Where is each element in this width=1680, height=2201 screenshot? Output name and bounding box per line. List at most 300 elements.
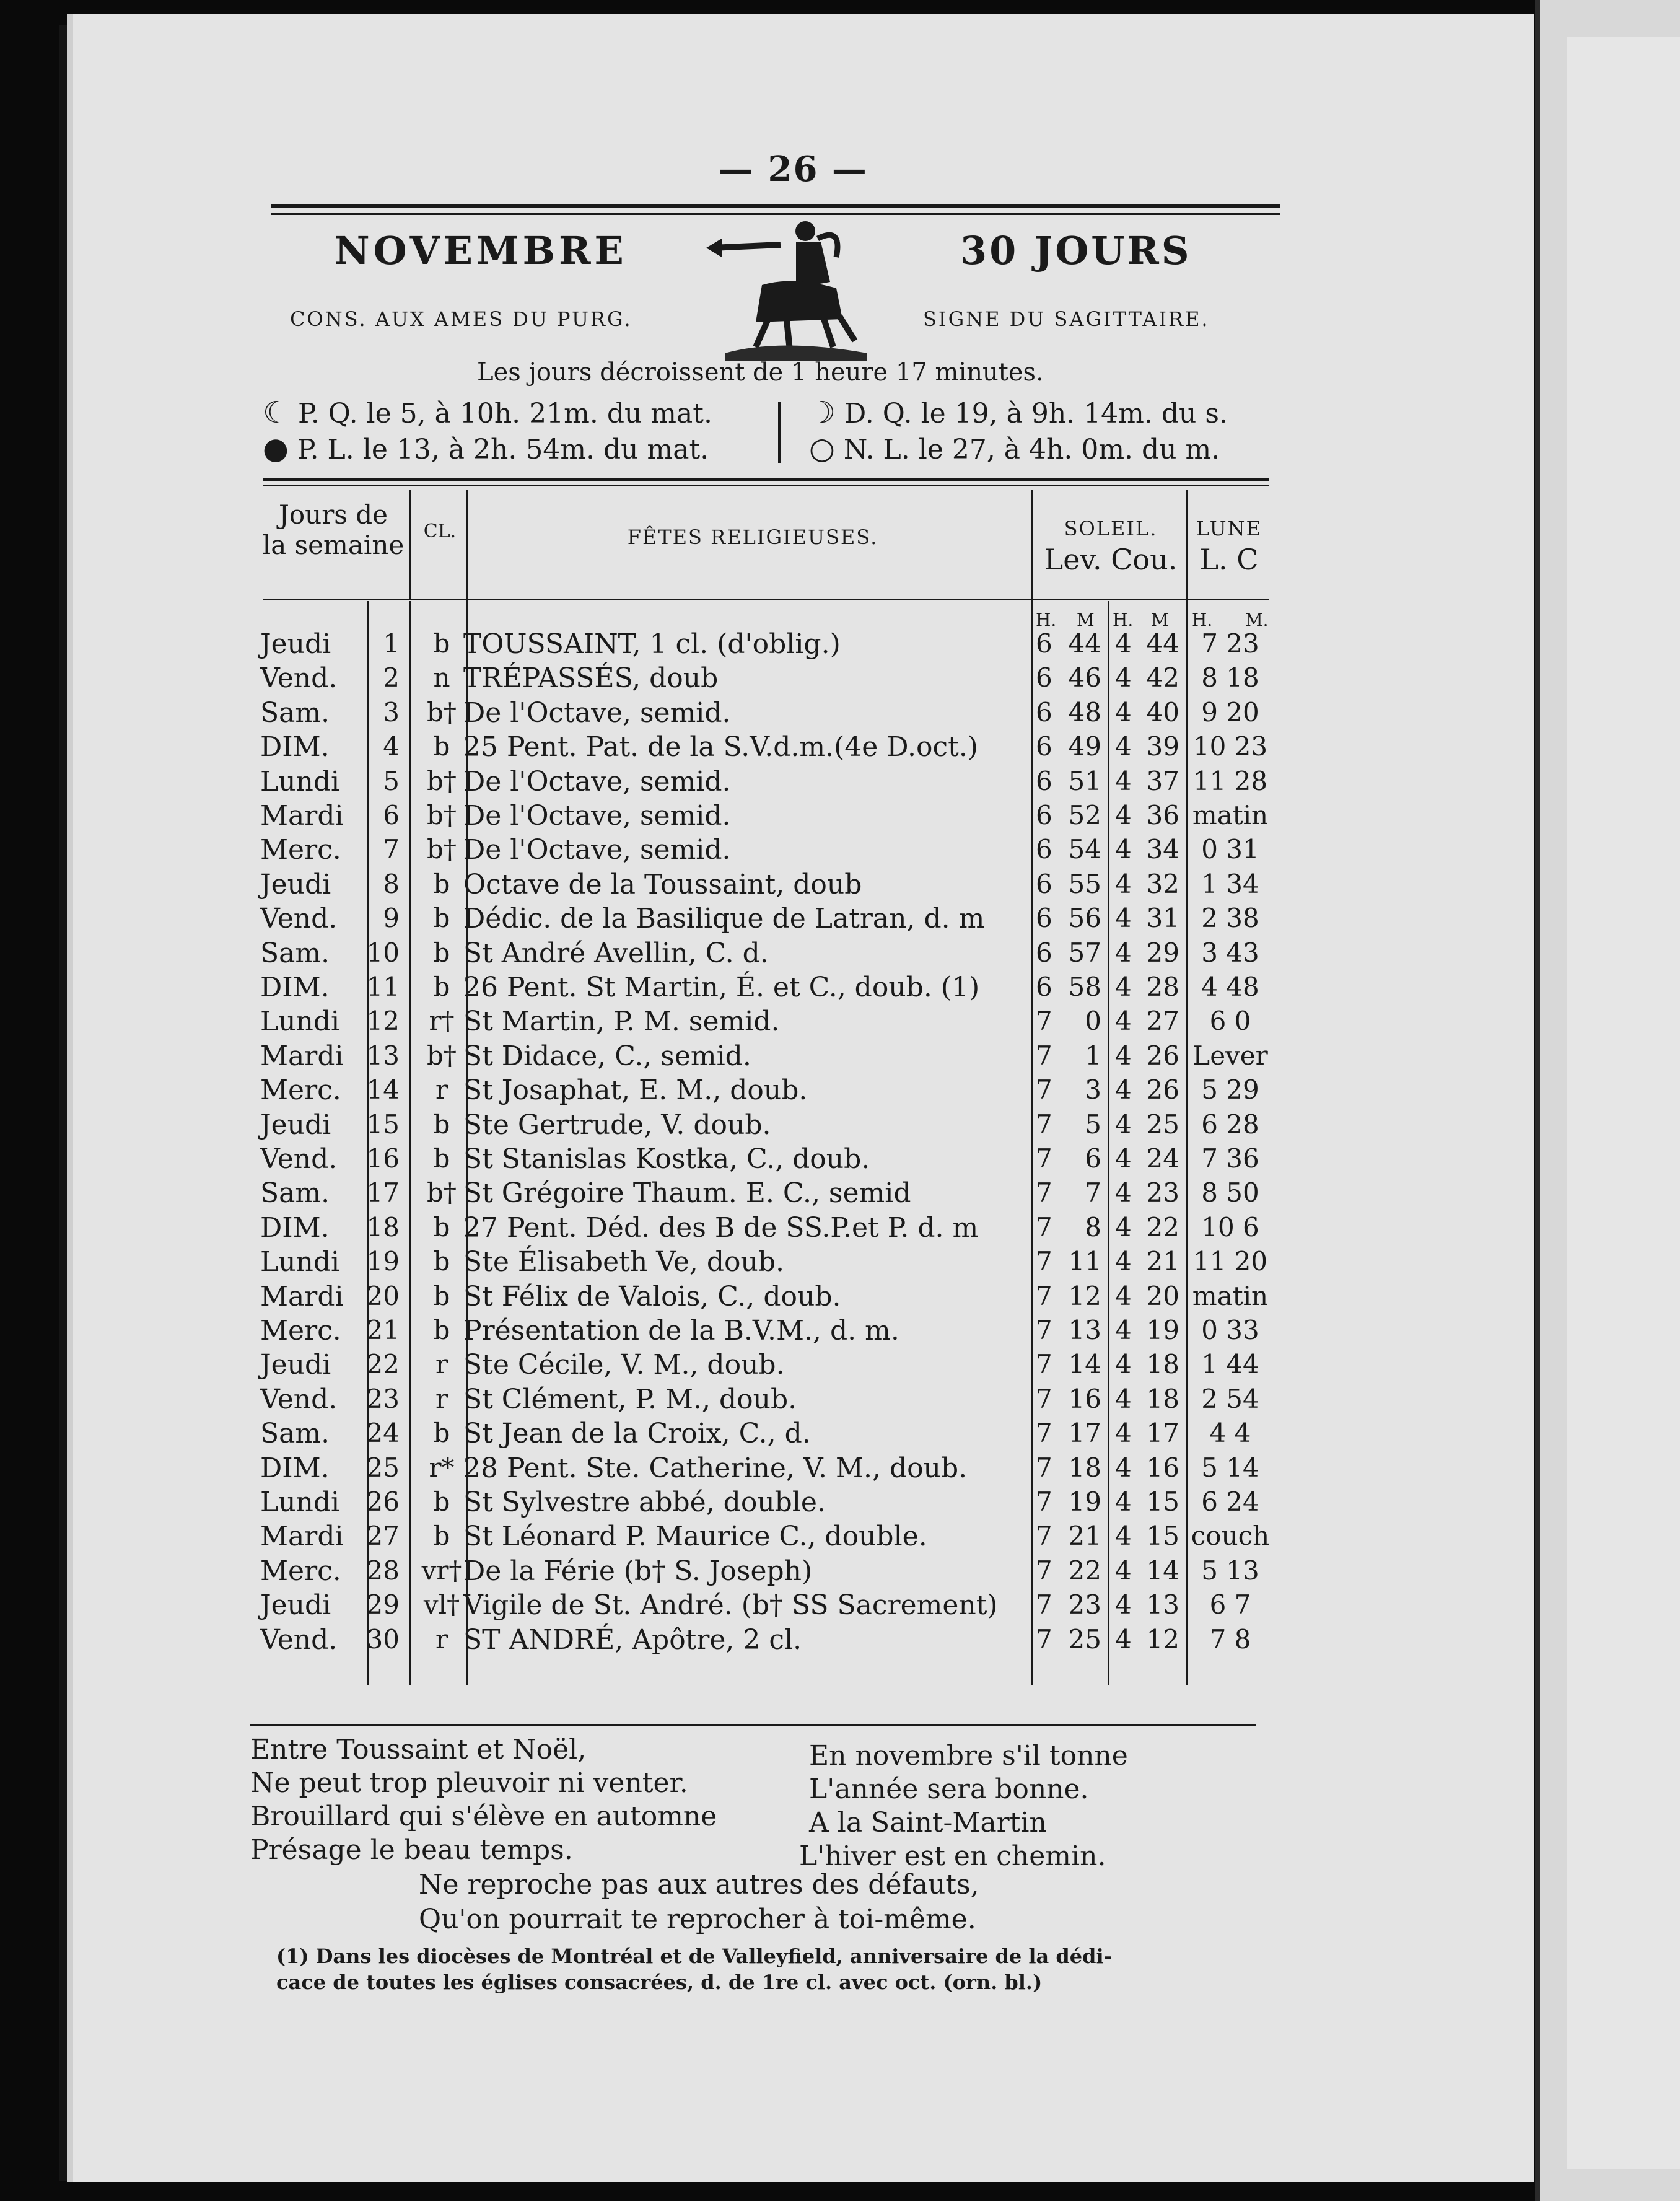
sunrise-hour: 7 (1036, 1315, 1052, 1345)
day-number: 8 (383, 869, 400, 899)
zodiac-sign: SIGNE DU SAGITTAIRE. (923, 307, 1210, 331)
day-number: 11 (366, 972, 400, 1002)
liturgical-class: b (433, 869, 450, 899)
col-rule-sun-mid (1108, 601, 1109, 1685)
footnote-line-1: (1) Dans les diocèses de Montréal et de Valleyfield, anniversaire de la dédi- (276, 1944, 1112, 1968)
sunrise-hour: 7 (1036, 1143, 1052, 1174)
moon-time: 7 23 (1201, 628, 1259, 659)
liturgical-class: b† (427, 1040, 457, 1071)
sunset-hour: 4 (1115, 869, 1132, 899)
poem-right-line-4: L'hiver est en chemin. (799, 1840, 1106, 1872)
feast-name: St Sylvestre abbé, double. (463, 1487, 826, 1518)
day-number: 4 (383, 731, 400, 762)
day-number: 24 (366, 1418, 400, 1448)
sunrise-hour: 6 (1036, 800, 1052, 830)
sunrise-minute: 58 (1068, 972, 1101, 1002)
adjacent-page-sheet (1567, 37, 1680, 2169)
sunrise-minute: 56 (1068, 903, 1101, 933)
sunset-hour: 4 (1115, 972, 1132, 1002)
sunrise-minute: 46 (1068, 662, 1101, 693)
weekday: Merc. (260, 1074, 341, 1106)
liturgical-class: b† (427, 766, 457, 796)
sunset-minute: 40 (1146, 697, 1179, 727)
sunset-minute: 42 (1146, 662, 1179, 693)
liturgical-class: b (433, 731, 450, 762)
day-number: 1 (383, 628, 400, 659)
day-number: 6 (383, 800, 400, 830)
liturgical-class: b (433, 938, 450, 968)
sunrise-hour: 6 (1036, 903, 1052, 933)
sunset-hour: 4 (1115, 1315, 1132, 1345)
col-header-sun: SOLEIL. (1064, 517, 1158, 540)
weekday: Jeudi (260, 869, 331, 900)
moon-time: 0 33 (1201, 1315, 1259, 1345)
moon-time: 9 20 (1201, 697, 1259, 727)
feast-name: De l'Octave, semid. (463, 834, 731, 866)
moon-time: 6 0 (1209, 1006, 1251, 1036)
sunset-minute: 16 (1146, 1452, 1179, 1483)
month-title: NOVEMBRE (335, 228, 628, 273)
col-header-sun-sub: Lev. Cou. (1044, 543, 1178, 576)
moon-time: 4 4 (1209, 1418, 1251, 1448)
sunrise-minute: 0 (1085, 1006, 1101, 1036)
liturgical-class: n (433, 662, 450, 693)
sunrise-hour: 7 (1036, 1006, 1052, 1036)
first-quarter-moon-icon: ☾ (263, 395, 290, 430)
sunset-hour: 4 (1115, 697, 1132, 727)
weekday: Sam. (260, 1177, 330, 1209)
sunset-hour: 4 (1115, 1487, 1132, 1517)
weekday: Lundi (260, 1246, 340, 1278)
feast-name: St Jean de la Croix, C., d. (463, 1418, 811, 1449)
sunrise-minute: 25 (1068, 1624, 1101, 1654)
sunrise-minute: 55 (1068, 869, 1101, 899)
poem-left-line-1: Entre Toussaint et Noël, (250, 1734, 587, 1765)
sunset-minute: 27 (1146, 1006, 1179, 1036)
liturgical-class: b (433, 1143, 450, 1174)
weekday: Jeudi (260, 1349, 331, 1381)
sunset-minute: 12 (1146, 1624, 1179, 1654)
sunset-hour: 4 (1115, 1452, 1132, 1483)
sunset-minute: 18 (1146, 1349, 1179, 1379)
sunrise-minute: 5 (1085, 1109, 1101, 1140)
day-number: 5 (383, 766, 400, 796)
moon-time: 11 28 (1192, 766, 1268, 796)
weekday: Merc. (260, 1315, 341, 1347)
sunset-hour: 4 (1115, 1143, 1132, 1174)
weekday: Lundi (260, 1006, 340, 1037)
sunrise-hour: 6 (1036, 766, 1052, 796)
sunset-hour: 4 (1115, 731, 1132, 762)
table-bottom-rule (250, 1724, 1256, 1726)
day-number: 12 (366, 1006, 400, 1036)
phase-new-moon: ○ N. L. le 27, à 4h. 0m. du m. (809, 431, 1220, 466)
col-header-fetes: FÊTES RELIGIEUSES. (627, 525, 878, 549)
sunrise-minute: 17 (1068, 1418, 1101, 1448)
feast-name: TRÉPASSÉS, doub (463, 662, 719, 694)
sunrise-minute: 12 (1068, 1281, 1101, 1311)
sunset-minute: 29 (1146, 938, 1179, 968)
feast-name: De la Férie (b† S. Joseph) (463, 1555, 813, 1587)
sunset-minute: 22 (1146, 1212, 1179, 1242)
sunrise-hour: 7 (1036, 1589, 1052, 1620)
feast-name: De l'Octave, semid. (463, 766, 731, 797)
liturgical-class: r (435, 1074, 448, 1105)
sunrise-hour: 7 (1036, 1521, 1052, 1551)
weekday: Vend. (260, 1143, 338, 1175)
sunrise-minute: 19 (1068, 1487, 1101, 1517)
liturgical-class: b† (427, 697, 457, 727)
liturgical-class: b (433, 1212, 450, 1242)
sunrise-hour: 6 (1036, 972, 1052, 1002)
feast-name: St Stanislas Kostka, C., doub. (463, 1143, 870, 1175)
sunrise-hour: 7 (1036, 1177, 1052, 1208)
moon-time: 2 54 (1201, 1384, 1259, 1414)
liturgical-class: b† (427, 1177, 457, 1208)
feast-name: De l'Octave, semid. (463, 697, 731, 729)
day-number: 20 (366, 1281, 400, 1311)
weekday: Jeudi (260, 1589, 331, 1621)
day-number: 9 (383, 903, 400, 933)
sunset-minute: 32 (1146, 869, 1179, 899)
moon-time: 10 23 (1192, 731, 1268, 762)
moon-time: matin (1192, 1281, 1269, 1311)
moon-time: matin (1192, 800, 1269, 830)
day-number: 2 (383, 662, 400, 693)
sunrise-hour: 7 (1036, 1624, 1052, 1654)
sunset-hour: 4 (1115, 1589, 1132, 1620)
sunset-minute: 19 (1146, 1315, 1179, 1345)
col-header-moon-sub: L. C (1199, 543, 1259, 576)
sunrise-hour: 6 (1036, 697, 1052, 727)
day-number: 22 (366, 1349, 400, 1379)
sunset-minute: 15 (1146, 1521, 1179, 1551)
sunset-minute: 37 (1146, 766, 1179, 796)
feast-name: De l'Octave, semid. (463, 800, 731, 832)
footnote-line-2: cace de toutes les églises consacrées, d. de 1re cl. avec oct. (orn. bl.) (276, 1970, 1043, 1994)
feast-name: TOUSSAINT, 1 cl. (d'oblig.) (463, 628, 841, 660)
liturgical-class: vl† (423, 1589, 460, 1620)
moon-time: 7 36 (1201, 1143, 1259, 1174)
sunrise-minute: 51 (1068, 766, 1101, 796)
sunset-hour: 4 (1115, 1040, 1132, 1071)
sunrise-minute: 7 (1085, 1177, 1101, 1208)
liturgical-class: r (435, 1349, 448, 1379)
sunrise-minute: 8 (1085, 1212, 1101, 1242)
sunset-minute: 13 (1146, 1589, 1179, 1620)
sunset-hour: 4 (1115, 1281, 1132, 1311)
day-number: 30 (366, 1624, 400, 1654)
feast-name: 25 Pent. Pat. de la S.V.d.m.(4e D.oct.) (463, 731, 978, 763)
liturgical-class: b (433, 1521, 450, 1551)
feast-name: Ste Élisabeth Ve, doub. (463, 1246, 785, 1278)
sunset-hour: 4 (1115, 1418, 1132, 1448)
moon-time: 1 34 (1201, 869, 1259, 899)
sunrise-hour: 7 (1036, 1384, 1052, 1414)
liturgical-class: b (433, 1418, 450, 1448)
day-number: 25 (366, 1452, 400, 1483)
sunset-minute: 17 (1146, 1418, 1179, 1448)
moon-time: 7 8 (1209, 1624, 1251, 1654)
moon-time: 5 29 (1201, 1074, 1259, 1105)
sunset-minute: 23 (1146, 1177, 1179, 1208)
moon-time: 8 50 (1201, 1177, 1259, 1208)
liturgical-class: b (433, 1109, 450, 1140)
moon-time: 3 43 (1201, 938, 1259, 968)
col-rule-fetes (1031, 490, 1033, 1685)
sunrise-hour: 6 (1036, 731, 1052, 762)
days-count: 30 JOURS (960, 228, 1192, 273)
sunrise-minute: 48 (1068, 697, 1101, 727)
col-rule-days-header (409, 490, 411, 599)
feast-name: 26 Pent. St Martin, É. et C., doub. (1) (463, 972, 980, 1003)
sunset-minute: 31 (1146, 903, 1179, 933)
sunrise-hour: 7 (1036, 1040, 1052, 1071)
day-number: 26 (366, 1487, 400, 1517)
unit-cou-h: H. (1113, 610, 1134, 630)
liturgical-class: r† (429, 1006, 455, 1036)
feast-name: Ste Cécile, V. M., doub. (463, 1349, 785, 1381)
sunset-minute: 36 (1146, 800, 1179, 830)
moon-time: couch (1191, 1521, 1270, 1551)
sunset-minute: 18 (1146, 1384, 1179, 1414)
day-number: 19 (366, 1246, 400, 1276)
poem-left-line-3: Brouillard qui s'élève en automne (250, 1801, 717, 1832)
moon-time: 4 48 (1201, 972, 1259, 1002)
month-dedication: CONS. AUX AMES DU PURG. (290, 307, 632, 331)
day-number: 21 (366, 1315, 400, 1345)
liturgical-class: b (433, 1281, 450, 1311)
weekday: Lundi (260, 1487, 340, 1518)
sunrise-minute: 11 (1068, 1246, 1101, 1276)
sunrise-hour: 7 (1036, 1212, 1052, 1242)
weekday: Sam. (260, 697, 330, 729)
weekday: Jeudi (260, 1109, 331, 1141)
sunrise-hour: 6 (1036, 869, 1052, 899)
feast-name: ST ANDRÉ, Apôtre, 2 cl. (463, 1624, 802, 1656)
sunset-minute: 34 (1146, 834, 1179, 864)
sunrise-hour: 6 (1036, 628, 1052, 659)
sunrise-minute: 23 (1068, 1589, 1101, 1620)
moon-time: Lever (1192, 1040, 1268, 1071)
col-header-moon: LUNE (1196, 517, 1262, 540)
phase-first-quarter: ☾ P. Q. le 5, à 10h. 21m. du mat. (263, 395, 712, 430)
feast-name: Ste Gertrude, V. doub. (463, 1109, 771, 1141)
sunset-minute: 39 (1146, 731, 1179, 762)
weekday: Mardi (260, 1521, 344, 1552)
liturgical-class: b† (427, 834, 457, 864)
moon-time: 2 38 (1201, 903, 1259, 933)
sunrise-minute: 16 (1068, 1384, 1101, 1414)
liturgical-class: b (433, 1246, 450, 1276)
page-number: — 26 — (719, 149, 868, 190)
day-number: 7 (383, 834, 400, 864)
unit-lev-m: M (1077, 610, 1095, 630)
poem-right-line-3: A la Saint-Martin (809, 1807, 1047, 1839)
sunset-minute: 14 (1146, 1555, 1179, 1586)
sunrise-hour: 7 (1036, 1418, 1052, 1448)
col-rule-num (409, 601, 411, 1685)
weekday: Vend. (260, 903, 338, 934)
weekday: Mardi (260, 1040, 344, 1072)
feast-name: 27 Pent. Déd. des B de SS.P.et P. d. m (463, 1212, 979, 1244)
feast-name: St Félix de Valois, C., doub. (463, 1281, 841, 1312)
weekday: Vend. (260, 662, 338, 694)
feast-name: Vigile de St. André. (b† SS Sacrement) (463, 1589, 998, 1621)
sunset-hour: 4 (1115, 1624, 1132, 1654)
sunset-hour: 4 (1115, 938, 1132, 968)
weekday: Vend. (260, 1384, 338, 1415)
sunset-hour: 4 (1115, 834, 1132, 864)
maxim-line-1: Ne reproche pas aux autres des défauts, (419, 1869, 979, 1900)
sunrise-minute: 6 (1085, 1143, 1101, 1174)
liturgical-class: b (433, 903, 450, 933)
day-number: 28 (366, 1555, 400, 1586)
sunrise-hour: 7 (1036, 1074, 1052, 1105)
liturgical-class: b (433, 1487, 450, 1517)
sunrise-hour: 7 (1036, 1555, 1052, 1586)
poem-left-line-4: Présage le beau temps. (250, 1834, 573, 1866)
day-number: 18 (366, 1212, 400, 1242)
sunset-minute: 21 (1146, 1246, 1179, 1276)
daylight-note: Les jours décroissent de 1 heure 17 minutes. (477, 358, 1044, 387)
weekday: DIM. (260, 972, 330, 1003)
sagittarius-icon (688, 214, 873, 362)
moon-time: 1 44 (1201, 1349, 1259, 1379)
sunset-hour: 4 (1115, 1212, 1132, 1242)
day-number: 15 (366, 1109, 400, 1140)
weekday: Mardi (260, 800, 344, 832)
sunset-minute: 26 (1146, 1074, 1179, 1105)
weekday: Merc. (260, 1555, 341, 1587)
sunrise-hour: 6 (1036, 662, 1052, 693)
sunrise-minute: 18 (1068, 1452, 1101, 1483)
moon-time: 8 18 (1201, 662, 1259, 693)
feast-name: 28 Pent. Ste. Catherine, V. M., doub. (463, 1452, 968, 1484)
last-quarter-moon-icon: ☽ (809, 395, 836, 430)
weekday: Sam. (260, 1418, 330, 1449)
weekday: DIM. (260, 1212, 330, 1244)
liturgical-class: b (433, 972, 450, 1002)
moon-time: 11 20 (1192, 1246, 1268, 1276)
day-number: 17 (366, 1177, 400, 1208)
sunset-hour: 4 (1115, 1074, 1132, 1105)
moon-time: 6 24 (1201, 1487, 1259, 1517)
feast-name: St André Avellin, C. d. (463, 938, 769, 969)
phase-full-moon: ● P. L. le 13, à 2h. 54m. du mat. (263, 431, 709, 466)
sunrise-hour: 6 (1036, 834, 1052, 864)
sunrise-hour: 7 (1036, 1109, 1052, 1140)
sunrise-minute: 13 (1068, 1315, 1101, 1345)
weekday: Merc. (260, 834, 341, 866)
table-top-rule-thin (263, 485, 1269, 486)
weekday: DIM. (260, 1452, 330, 1484)
sunset-minute: 26 (1146, 1040, 1179, 1071)
day-number: 14 (366, 1074, 400, 1105)
poem-left-line-2: Ne peut trop pleuvoir ni venter. (250, 1767, 688, 1799)
sunset-hour: 4 (1115, 1521, 1132, 1551)
sunrise-minute: 57 (1068, 938, 1101, 968)
feast-name: St Léonard P. Maurice C., double. (463, 1521, 927, 1552)
sunset-minute: 44 (1146, 628, 1179, 659)
weekday: Vend. (260, 1624, 338, 1656)
sunrise-hour: 7 (1036, 1487, 1052, 1517)
sunrise-minute: 54 (1068, 834, 1101, 864)
sunrise-minute: 49 (1068, 731, 1101, 762)
day-number: 27 (366, 1521, 400, 1551)
weekday: Mardi (260, 1281, 344, 1312)
sunset-hour: 4 (1115, 1384, 1132, 1414)
day-number: 13 (366, 1040, 400, 1071)
liturgical-class: r* (429, 1452, 455, 1483)
feast-name: Octave de la Toussaint, doub (463, 869, 862, 900)
unit-lev-h: H. (1036, 610, 1057, 630)
sunset-hour: 4 (1115, 662, 1132, 693)
sunrise-hour: 7 (1036, 1452, 1052, 1483)
liturgical-class: b† (427, 800, 457, 830)
sunset-hour: 4 (1115, 1177, 1132, 1208)
sunset-hour: 4 (1115, 903, 1132, 933)
sunrise-minute: 1 (1085, 1040, 1101, 1071)
poem-right-line-1: En novembre s'il tonne (809, 1740, 1128, 1772)
sunset-minute: 20 (1146, 1281, 1179, 1311)
col-header-days: Jours de la semaine (262, 499, 405, 560)
col-rule-sun (1186, 490, 1188, 1685)
liturgical-class: b (433, 1315, 450, 1345)
new-moon-icon: ○ (809, 431, 835, 466)
sunrise-hour: 7 (1036, 1349, 1052, 1379)
weekday: DIM. (260, 731, 330, 763)
header-bottom-rule (263, 599, 1269, 600)
sunrise-minute: 3 (1085, 1074, 1101, 1105)
sunset-hour: 4 (1115, 1349, 1132, 1379)
moon-time: 5 13 (1201, 1555, 1259, 1586)
feast-name: St Martin, P. M. semid. (463, 1006, 780, 1037)
liturgical-class: r (435, 1624, 448, 1654)
liturgical-class: r (435, 1384, 448, 1414)
liturgical-class: b (433, 628, 450, 659)
poem-right-line-2: L'année sera bonne. (809, 1773, 1089, 1805)
sunrise-hour: 6 (1036, 938, 1052, 968)
day-number: 29 (366, 1589, 400, 1620)
table-top-rule (263, 478, 1269, 481)
full-moon-icon: ● (263, 431, 289, 466)
feast-name: St Josaphat, E. M., doub. (463, 1074, 808, 1106)
sunrise-minute: 21 (1068, 1521, 1101, 1551)
feast-name: St Didace, C., semid. (463, 1040, 751, 1072)
sunrise-hour: 7 (1036, 1246, 1052, 1276)
weekday: Sam. (260, 938, 330, 969)
liturgical-class: vr† (421, 1555, 462, 1586)
weekday: Lundi (260, 766, 340, 797)
day-number: 23 (366, 1384, 400, 1414)
sunrise-minute: 44 (1068, 628, 1101, 659)
feast-name: Dédic. de la Basilique de Latran, d. m (463, 903, 985, 934)
phase-last-quarter: ☽ D. Q. le 19, à 9h. 14m. du s. (809, 395, 1228, 430)
feast-name: St Grégoire Thaum. E. C., semid (463, 1177, 911, 1209)
day-number: 10 (366, 938, 400, 968)
unit-cou-m: M (1151, 610, 1169, 630)
sunrise-minute: 52 (1068, 800, 1101, 830)
sunrise-hour: 7 (1036, 1281, 1052, 1311)
sunset-hour: 4 (1115, 628, 1132, 659)
col-header-class: CL. (423, 521, 457, 542)
sunset-hour: 4 (1115, 800, 1132, 830)
moon-time: 0 31 (1201, 834, 1259, 864)
unit-moon-m: M. (1245, 610, 1269, 630)
sunrise-minute: 22 (1068, 1555, 1101, 1586)
sunrise-minute: 14 (1068, 1349, 1101, 1379)
